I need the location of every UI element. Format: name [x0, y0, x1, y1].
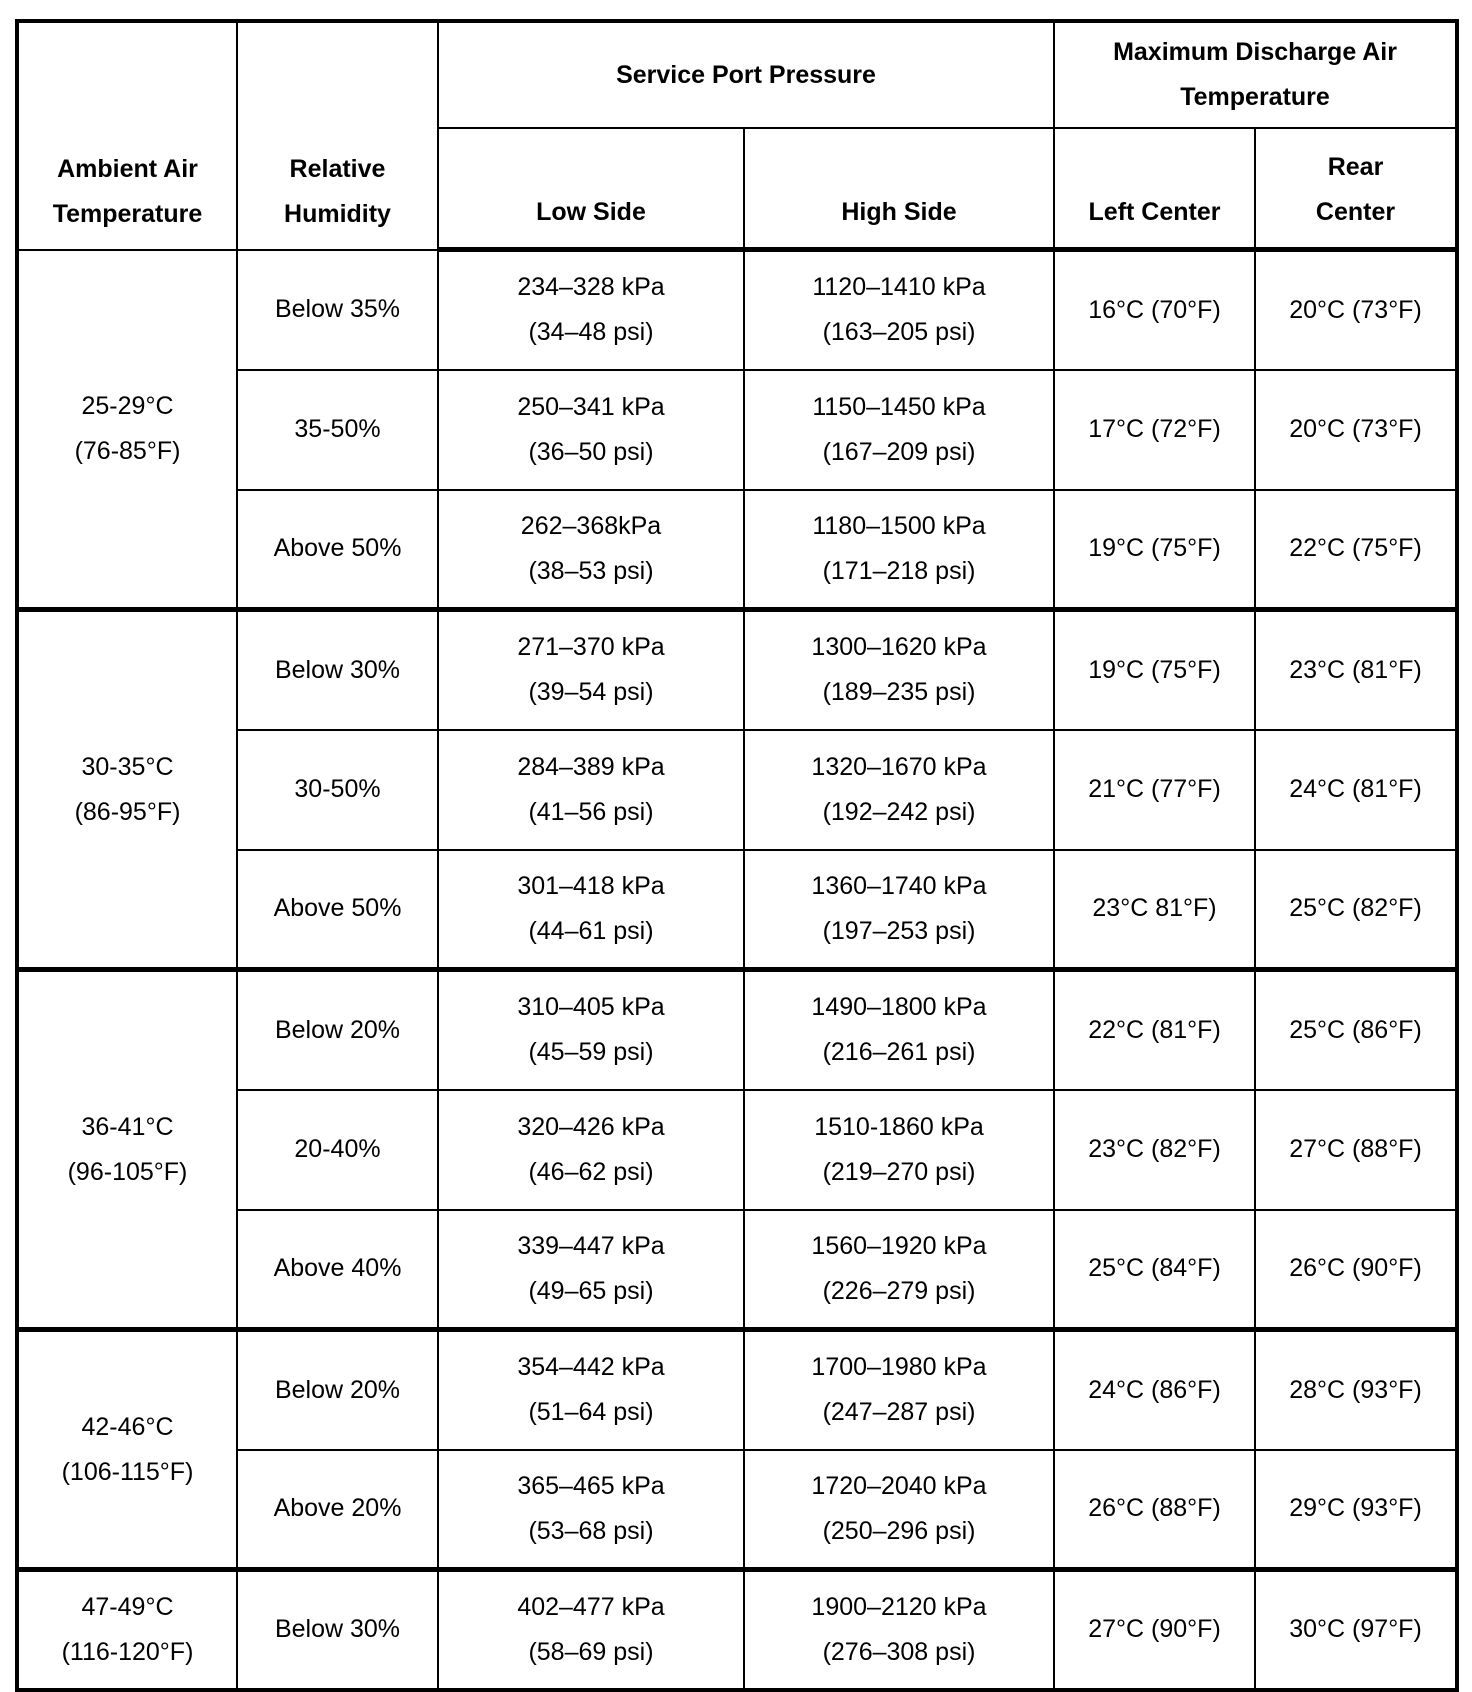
rear-center-cell: 28°C (93°F): [1255, 1330, 1457, 1450]
high-side-cell: [744, 730, 1054, 850]
high-side-cell-line: (250–296 psi): [822, 1516, 976, 1545]
rear-center-cell: 27°C (88°F): [1255, 1090, 1457, 1210]
humidity-cell: Above 40%: [237, 1210, 438, 1330]
table-row: [17, 250, 1457, 370]
header-low-side: Low Side: [438, 128, 744, 250]
high-side-cell: [744, 610, 1054, 730]
rear-center-cell: 22°C (75°F): [1255, 490, 1457, 610]
low-side-cell: [438, 1330, 744, 1450]
high-side-cell: [744, 490, 1054, 610]
high-side-cell: [744, 1450, 1054, 1570]
high-side-cell: [744, 1570, 1054, 1690]
high-side-cell-line: (163–205 psi): [822, 318, 976, 347]
table-row: [17, 970, 1457, 1090]
low-side-cell-line: 402–477 kPa: [517, 1592, 665, 1621]
rear-center-cell: 24°C (81°F): [1255, 730, 1457, 850]
high-side-cell-line: 1300–1620 kPa: [811, 633, 987, 662]
humidity-cell: Below 20%: [237, 970, 438, 1090]
pressure-temperature-table: [15, 19, 1459, 1692]
low-side-cell-line: (41–56 psi): [528, 797, 654, 826]
table-row: [17, 1330, 1457, 1450]
humidity-cell: 35-50%: [237, 370, 438, 490]
low-side-cell: [438, 250, 744, 370]
rear-center-cell: 25°C (82°F): [1255, 850, 1457, 970]
left-center-cell: 21°C (77°F): [1054, 730, 1255, 850]
high-side-cell: [744, 1330, 1054, 1450]
low-side-cell-line: (34–48 psi): [528, 318, 654, 347]
ambient-temperature-cell: [17, 1570, 237, 1690]
rear-center-cell: 23°C (81°F): [1255, 610, 1457, 730]
low-side-cell-line: (45–59 psi): [528, 1038, 654, 1067]
high-side-cell-line: (247–287 psi): [822, 1398, 976, 1427]
high-side-cell: [744, 850, 1054, 970]
low-side-cell-line: 262–368kPa: [520, 511, 662, 540]
low-side-cell-line: (36–50 psi): [528, 437, 654, 466]
low-side-cell-line: 320–426 kPa: [517, 1112, 665, 1141]
low-side-cell-line: 271–370 kPa: [517, 633, 665, 662]
left-center-cell: 16°C (70°F): [1054, 250, 1255, 370]
humidity-cell: Above 20%: [237, 1450, 438, 1570]
high-side-cell: [744, 1090, 1054, 1210]
high-side-cell-line: 1320–1670 kPa: [811, 752, 987, 781]
rear-center-cell: 26°C (90°F): [1255, 1210, 1457, 1330]
low-side-cell-line: (44–61 psi): [528, 916, 654, 945]
low-side-cell-line: 310–405 kPa: [517, 993, 665, 1022]
low-side-cell-line: (51–64 psi): [528, 1398, 654, 1427]
ambient-temperature-cell-line: 36-41°C: [81, 1112, 174, 1141]
header-high-side: High Side: [744, 128, 1054, 250]
high-side-cell-line: (216–261 psi): [822, 1038, 976, 1067]
humidity-cell: Below 30%: [237, 610, 438, 730]
humidity-cell: 20-40%: [237, 1090, 438, 1210]
ambient-temperature-cell-line: (116-120°F): [61, 1637, 194, 1666]
low-side-cell-line: (58–69 psi): [528, 1637, 654, 1666]
humidity-cell: Above 50%: [237, 490, 438, 610]
left-center-cell: 19°C (75°F): [1054, 490, 1255, 610]
humidity-cell: 30-50%: [237, 730, 438, 850]
left-center-cell: 25°C (84°F): [1054, 1210, 1255, 1330]
ambient-temperature-cell-line: (106-115°F): [61, 1457, 194, 1486]
humidity-cell: Below 35%: [237, 250, 438, 370]
low-side-cell-line: (38–53 psi): [528, 556, 654, 585]
rear-center-cell: 29°C (93°F): [1255, 1450, 1457, 1570]
high-side-cell-line: (192–242 psi): [822, 797, 976, 826]
left-center-cell: 27°C (90°F): [1054, 1570, 1255, 1690]
left-center-cell: 22°C (81°F): [1054, 970, 1255, 1090]
low-side-cell: [438, 490, 744, 610]
header-max-discharge-air-temperature: Maximum Discharge Air Temperature: [1054, 21, 1457, 128]
left-center-cell: 23°C (82°F): [1054, 1090, 1255, 1210]
low-side-cell: [438, 370, 744, 490]
ambient-temperature-cell-line: 47-49°C: [81, 1592, 174, 1621]
table-row: [17, 1570, 1457, 1690]
low-side-cell-line: 365–465 kPa: [517, 1471, 665, 1500]
low-side-cell-line: 234–328 kPa: [517, 273, 665, 302]
left-center-cell: 26°C (88°F): [1054, 1450, 1255, 1570]
high-side-cell-line: 1700–1980 kPa: [811, 1353, 987, 1382]
high-side-cell-line: (197–253 psi): [822, 916, 976, 945]
rear-center-cell: 30°C (97°F): [1255, 1570, 1457, 1690]
high-side-cell-line: 1490–1800 kPa: [811, 993, 987, 1022]
high-side-cell-line: (167–209 psi): [822, 437, 976, 466]
ambient-temperature-cell-line: 30-35°C: [81, 752, 174, 781]
high-side-cell-line: (226–279 psi): [822, 1276, 976, 1305]
high-side-cell: [744, 970, 1054, 1090]
high-side-cell-line: 1150–1450 kPa: [812, 392, 986, 421]
high-side-cell-line: (276–308 psi): [822, 1637, 976, 1666]
high-side-cell-line: (189–235 psi): [822, 678, 976, 707]
high-side-cell-line: 1120–1410 kPa: [812, 273, 986, 302]
ambient-temperature-cell-line: 42-46°C: [81, 1412, 174, 1441]
high-side-cell-line: 1720–2040 kPa: [811, 1471, 987, 1500]
header-rear-center: Rear Center: [1255, 128, 1457, 250]
low-side-cell: [438, 1450, 744, 1570]
table-row: [17, 610, 1457, 730]
left-center-cell: 24°C (86°F): [1054, 1330, 1255, 1450]
high-side-cell-line: (171–218 psi): [822, 556, 976, 585]
left-center-cell: 17°C (72°F): [1054, 370, 1255, 490]
low-side-cell-line: 284–389 kPa: [517, 752, 665, 781]
high-side-cell: [744, 250, 1054, 370]
low-side-cell-line: 250–341 kPa: [517, 392, 665, 421]
ambient-temperature-cell: [17, 1330, 237, 1570]
ambient-temperature-cell: [17, 970, 237, 1330]
humidity-cell: Above 50%: [237, 850, 438, 970]
low-side-cell-line: (53–68 psi): [528, 1516, 654, 1545]
low-side-cell: [438, 1210, 744, 1330]
ambient-temperature-cell-line: (86-95°F): [74, 797, 181, 826]
low-side-cell-line: 339–447 kPa: [517, 1231, 665, 1260]
ambient-temperature-cell: [17, 250, 237, 610]
ambient-temperature-cell-line: (96-105°F): [67, 1157, 188, 1186]
table-body: [17, 250, 1457, 1690]
ambient-temperature-cell-line: 25-29°C: [81, 391, 174, 420]
low-side-cell: [438, 610, 744, 730]
humidity-cell: Below 30%: [237, 1570, 438, 1690]
header-left-center: Left Center: [1054, 128, 1255, 250]
high-side-cell: [744, 370, 1054, 490]
humidity-cell: Below 20%: [237, 1330, 438, 1450]
low-side-cell-line: 354–442 kPa: [517, 1353, 665, 1382]
rear-center-cell: 20°C (73°F): [1255, 250, 1457, 370]
header-service-port-pressure: Service Port Pressure: [438, 21, 1054, 128]
low-side-cell-line: (49–65 psi): [528, 1276, 654, 1305]
left-center-cell: 19°C (75°F): [1054, 610, 1255, 730]
rear-center-cell: 25°C (86°F): [1255, 970, 1457, 1090]
low-side-cell-line: (46–62 psi): [528, 1157, 654, 1186]
low-side-cell: [438, 730, 744, 850]
low-side-cell: [438, 1570, 744, 1690]
low-side-cell-line: 301–418 kPa: [517, 871, 665, 900]
high-side-cell-line: (219–270 psi): [822, 1157, 976, 1186]
high-side-cell-line: 1560–1920 kPa: [811, 1231, 987, 1260]
high-side-cell-line: 1180–1500 kPa: [812, 511, 986, 540]
low-side-cell: [438, 1090, 744, 1210]
rear-center-cell: 20°C (73°F): [1255, 370, 1457, 490]
ambient-temperature-cell: [17, 610, 237, 970]
low-side-cell: [438, 970, 744, 1090]
ambient-temperature-cell-line: (76-85°F): [74, 436, 181, 465]
high-side-cell-line: 1900–2120 kPa: [811, 1592, 987, 1621]
high-side-cell-line: 1510-1860 kPa: [814, 1112, 984, 1141]
high-side-cell: [744, 1210, 1054, 1330]
low-side-cell-line: (39–54 psi): [528, 678, 654, 707]
high-side-cell-line: 1360–1740 kPa: [811, 871, 987, 900]
header-ambient-air-temperature: Ambient Air Temperature: [17, 21, 237, 250]
low-side-cell: [438, 850, 744, 970]
header-relative-humidity: Relative Humidity: [237, 21, 438, 250]
left-center-cell: 23°C 81°F): [1054, 850, 1255, 970]
